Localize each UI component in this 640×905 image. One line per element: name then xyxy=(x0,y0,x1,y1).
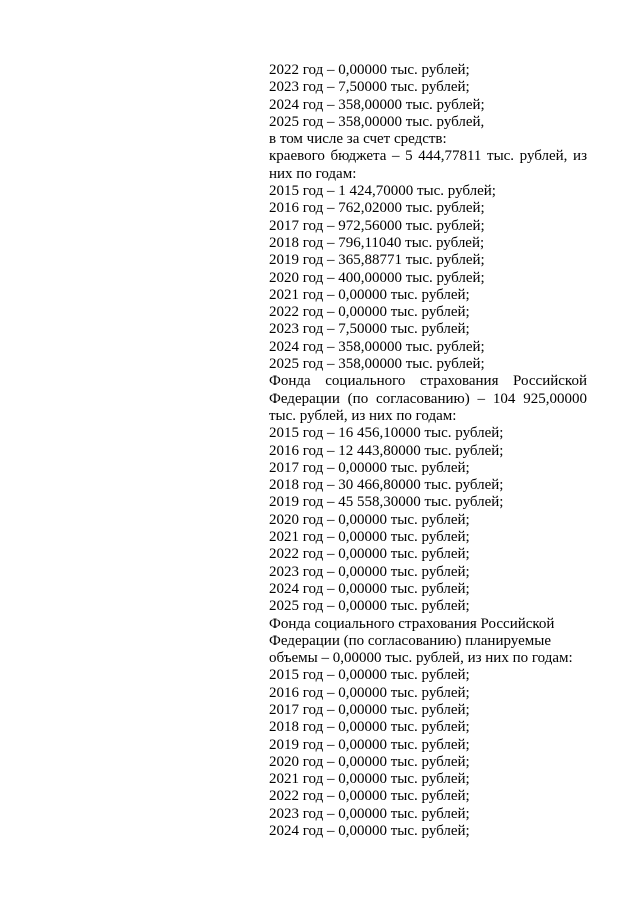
kraevoy-year-line: 2023 год – 7,50000 тыс. рублей; xyxy=(269,321,470,338)
fss-planned-year-line: 2022 год – 0,00000 тыс. рублей; xyxy=(269,788,470,805)
fss-planned-header-line: Федерации (по согласованию) планируемые xyxy=(269,632,551,649)
fss-planned-year-line: 2017 год – 0,00000 тыс. рублей; xyxy=(269,701,470,718)
kraevoy-year-line: 2024 год – 358,00000 тыс. рублей; xyxy=(269,338,485,355)
fss-planned-year-line: 2016 год – 0,00000 тыс. рублей; xyxy=(269,684,470,701)
fss-year-line: 2023 год – 0,00000 тыс. рублей; xyxy=(269,563,470,580)
fss-planned-header-line: Фонда социального страхования Российской xyxy=(269,615,555,632)
text-line: 2022 год – 0,00000 тыс. рублей; xyxy=(269,62,470,78)
fss-year-line: 2018 год – 30 466,80000 тыс. рублей; xyxy=(269,477,504,494)
fss-year-line: 2025 год – 0,00000 тыс. рублей; xyxy=(269,598,470,615)
fss-year-line: 2015 год – 16 456,10000 тыс. рублей; xyxy=(269,425,504,442)
kraevoy-year-line: 2021 год – 0,00000 тыс. рублей; xyxy=(269,286,470,303)
text-line: в том числе за счет средств: xyxy=(269,131,447,148)
fss-planned-year-line: 2018 год – 0,00000 тыс. рублей; xyxy=(269,719,470,736)
kraevoy-year-line: 2017 год – 972,56000 тыс. рублей; xyxy=(269,217,485,234)
fss-planned-year-line: 2019 год – 0,00000 тыс. рублей; xyxy=(269,736,470,753)
kraevoy-year-line: 2015 год – 1 424,70000 тыс. рублей; xyxy=(269,183,496,200)
text-line: 2024 год – 358,00000 тыс. рублей; xyxy=(269,96,485,113)
fss-header: Фонда социального страхования Российской Федерации (по согласованию) – 104 925,00000 тыс. рублей, из них по годам: xyxy=(269,373,587,424)
fss-year-line: 2017 год – 0,00000 тыс. рублей; xyxy=(269,459,470,476)
text-line: 2025 год – 358,00000 тыс. рублей, xyxy=(269,113,485,130)
kraevoy-year-line: 2018 год – 796,11040 тыс. рублей; xyxy=(269,234,485,251)
fss-year-line: 2020 год – 0,00000 тыс. рублей; xyxy=(269,511,470,528)
kraevoy-budget-header: краевого бюджета – 5 444,77811 тыс. рублей, из них по годам: xyxy=(269,148,587,182)
fss-year-line: 2016 год – 12 443,80000 тыс. рублей; xyxy=(269,442,504,459)
fss-planned-header-line: объемы – 0,00000 тыс. рублей, из них по годам: xyxy=(269,650,573,667)
fss-planned-year-line: 2023 год – 0,00000 тыс. рублей; xyxy=(269,805,470,822)
kraevoy-year-line: 2022 год – 0,00000 тыс. рублей; xyxy=(269,304,470,321)
kraevoy-year-line: 2016 год – 762,02000 тыс. рублей; xyxy=(269,200,485,217)
kraevoy-year-line: 2020 год – 400,00000 тыс. рублей; xyxy=(269,269,485,286)
fss-planned-year-line: 2024 год – 0,00000 тыс. рублей; xyxy=(269,823,470,840)
fss-planned-year-line: 2015 год – 0,00000 тыс. рублей; xyxy=(269,667,470,684)
kraevoy-year-line: 2019 год – 365,88771 тыс. рублей; xyxy=(269,252,485,269)
text-line: 2023 год – 7,50000 тыс. рублей; xyxy=(269,79,470,96)
financing-text-block xyxy=(269,62,587,840)
kraevoy-year-line: 2025 год – 358,00000 тыс. рублей; xyxy=(269,356,485,373)
fss-planned-year-line: 2021 год – 0,00000 тыс. рублей; xyxy=(269,771,470,788)
fss-year-line: 2024 год – 0,00000 тыс. рублей; xyxy=(269,580,470,597)
fss-year-line: 2019 год – 45 558,30000 тыс. рублей; xyxy=(269,494,504,511)
fss-planned-year-line: 2020 год – 0,00000 тыс. рублей; xyxy=(269,753,470,770)
fss-year-line: 2022 год – 0,00000 тыс. рублей; xyxy=(269,546,470,563)
fss-year-line: 2021 год – 0,00000 тыс. рублей; xyxy=(269,529,470,546)
